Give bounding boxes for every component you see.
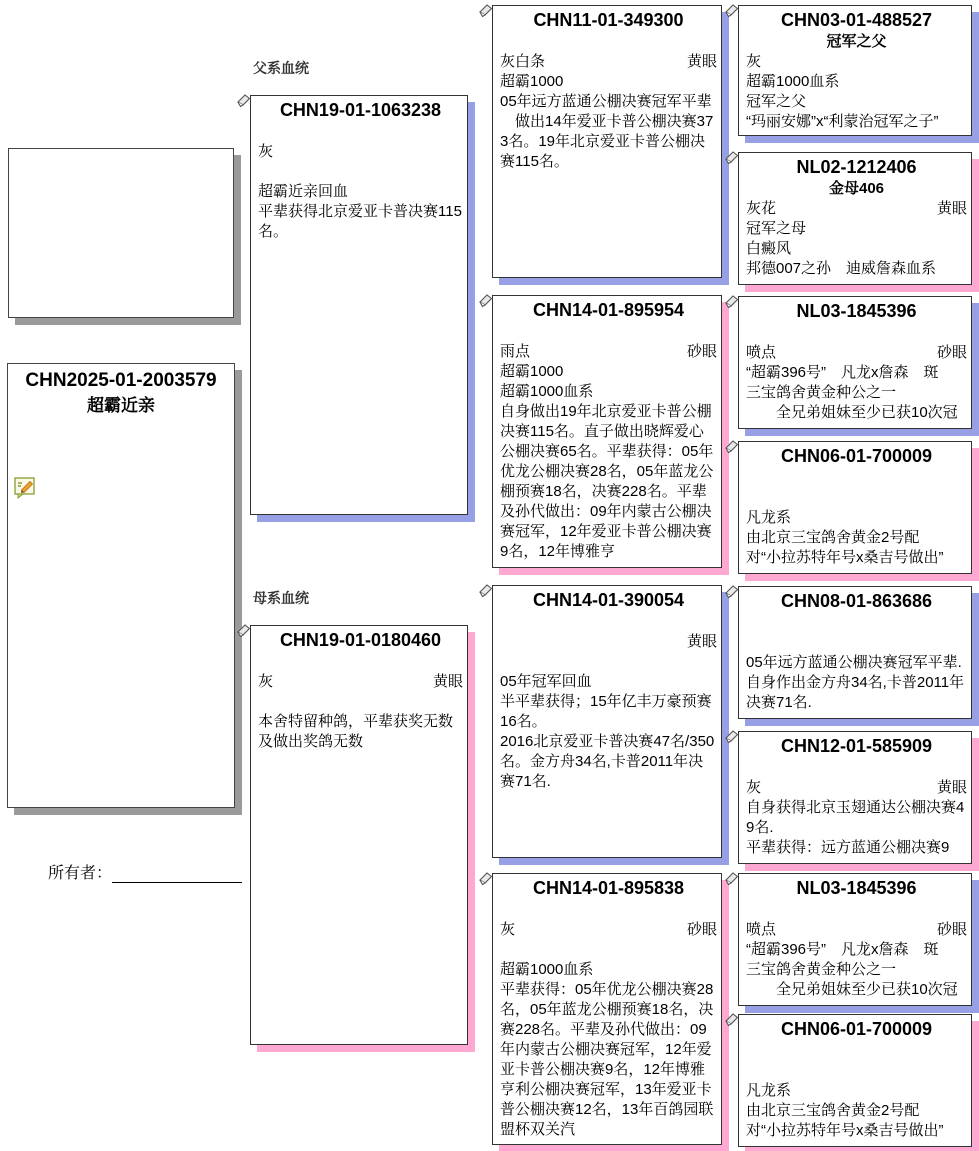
bird-name: 冠军之父 <box>826 33 887 50</box>
info-text: 半平辈获得；15年亿丰万豪预赛16名。 <box>500 693 712 730</box>
info-text: 由北京三宝鸽舍黄金2号配 <box>746 529 920 546</box>
ring-number: CHN19-01-1063238 <box>279 100 442 120</box>
info-text: 本舍特留种鸽，平辈获奖无数及做出奖鸽无数 <box>258 713 454 750</box>
pedigree-box[interactable] <box>492 585 722 858</box>
pen-icon[interactable] <box>723 2 740 19</box>
eye-color: 砂眼 <box>686 921 717 938</box>
trait-line <box>746 920 967 940</box>
pedigree-box[interactable] <box>738 441 972 574</box>
feather-color: 喷点 <box>746 921 777 938</box>
trait-line <box>258 672 463 692</box>
ring-number: NL03-1845396 <box>796 301 917 321</box>
eye-color: 黄眼 <box>432 673 463 690</box>
trait-line <box>746 343 967 363</box>
trait-line <box>500 52 717 72</box>
blank-line <box>746 1061 967 1081</box>
pen-icon[interactable] <box>477 582 494 599</box>
info-text: 超霸1000 <box>500 73 564 90</box>
pen-icon[interactable] <box>723 583 740 600</box>
pedigree-box[interactable] <box>738 296 972 429</box>
eye-color: 黄眼 <box>936 779 967 796</box>
blank-line <box>258 692 463 712</box>
ring-number: CHN11-01-349300 <box>533 10 684 30</box>
ring-number: NL02-1212406 <box>796 157 917 177</box>
pedigree-box[interactable] <box>492 5 722 278</box>
owner-blank-line <box>112 867 242 883</box>
main-pedigree-box[interactable] <box>7 363 235 808</box>
info-text: 超霸1000血系 <box>500 383 594 400</box>
info-text: 平辈获得：05年优龙公棚决赛28名，05年蓝龙公棚预赛18名，决赛228名。平辈及孙代做出：09年内蒙古公棚决赛冠军，12年爱亚卡普公棚决赛9名，12年博雅亨利公棚决赛冠军，13年爱亚卡普公棚决赛12名，13年百鸽园联盟杯双关汽 <box>500 981 714 1138</box>
pen-icon[interactable] <box>723 728 740 745</box>
trait-line <box>746 778 967 798</box>
pen-icon[interactable] <box>477 292 494 309</box>
info-text: 冠军之母 <box>746 220 807 237</box>
pedigree-box[interactable] <box>492 873 722 1145</box>
info-text: 超霸1000血系 <box>500 961 594 978</box>
blank-line <box>258 162 463 182</box>
ring-number: CHN14-01-895838 <box>532 878 685 898</box>
pen-icon[interactable] <box>723 438 740 455</box>
feather-color: 灰 <box>500 921 516 938</box>
pen-icon[interactable] <box>235 92 252 109</box>
note-edit-icon[interactable] <box>14 476 36 500</box>
ring-number: CHN2025-01-2003579 <box>25 370 217 391</box>
info-text: 全兄弟姐妹至少已获10次冠 <box>746 404 958 421</box>
info-text: 05年冠军回血 <box>500 673 592 690</box>
info-text: 2016北京爱亚卡普决赛47名/350名。金方舟34名,卡普2011年决赛71名. <box>500 733 715 790</box>
eye-color: 砂眼 <box>936 921 967 938</box>
dam-branch-label: 母系血统 <box>253 590 309 606</box>
pedigree-box[interactable] <box>738 152 972 285</box>
info-text: “超霸396号” 凡龙x詹森 斑 <box>746 941 939 958</box>
info-text: 三宝鸽舍黄金种公之一 <box>746 384 897 401</box>
blank-line <box>258 122 463 142</box>
info-text: 由北京三宝鸽舍黄金2号配 <box>746 1102 920 1119</box>
info-text: 05年远方蓝通公棚决赛冠军平辈.自身作出金方舟34名,卡普2011年决赛71名. <box>746 654 965 711</box>
bird-name: 超霸近亲 <box>87 396 155 415</box>
info-text: 超霸1000血系 <box>746 73 840 90</box>
eye-color: 砂眼 <box>686 343 717 360</box>
blank-line <box>746 468 967 488</box>
blank-line <box>500 940 717 960</box>
photo-placeholder[interactable] <box>8 148 234 318</box>
blank-line <box>746 323 967 343</box>
pen-icon[interactable] <box>723 293 740 310</box>
bird-name: 金母406 <box>828 180 885 197</box>
pen-icon[interactable] <box>723 870 740 887</box>
blank-line <box>500 322 717 342</box>
info-text: 冠军之父 <box>746 93 807 110</box>
blank-line <box>500 900 717 920</box>
feather-color: 灰 <box>746 779 762 796</box>
owner-row <box>48 860 242 883</box>
feather-color: 灰白条 <box>500 53 546 70</box>
owner-label: 所有者： <box>48 865 113 882</box>
trait-line <box>500 632 717 652</box>
feather-color: 雨点 <box>500 343 531 360</box>
feather-color: 灰 <box>258 673 274 690</box>
trait-line <box>746 199 967 219</box>
trait-line <box>500 342 717 362</box>
ring-number: CHN06-01-700009 <box>780 1019 933 1039</box>
ring-number: NL03-1845396 <box>796 878 917 898</box>
blank-line <box>746 1041 967 1061</box>
pen-icon[interactable] <box>477 2 494 19</box>
info-text: 白癜风 <box>746 240 792 257</box>
info-text: 做出14年爱亚卡普公棚决赛373名。19年北京爱亚卡普公棚决赛115名。 <box>500 113 714 170</box>
info-text: 邦德007之孙 迪威詹森血系 <box>746 260 937 277</box>
blank-line <box>746 900 967 920</box>
pedigree-box[interactable] <box>250 625 468 1045</box>
info-text: 三宝鸽舍黄金种公之一 <box>746 961 897 978</box>
pedigree-box[interactable] <box>738 1014 972 1147</box>
info-text: 全兄弟姐妹至少已获10次冠 <box>746 981 958 998</box>
blank-line <box>500 612 717 632</box>
pedigree-box[interactable] <box>492 295 722 568</box>
pedigree-box[interactable] <box>738 873 972 1006</box>
ring-number: CHN19-01-0180460 <box>279 630 442 650</box>
feather-color: 灰花 <box>746 200 777 217</box>
info-text: “超霸396号” 凡龙x詹森 斑 <box>746 364 939 381</box>
eye-color: 黄眼 <box>686 53 717 70</box>
trait-line <box>500 920 717 940</box>
blank-line <box>746 633 967 653</box>
ring-number: CHN14-01-390054 <box>532 590 685 610</box>
info-text: 凡龙系 <box>746 1082 792 1099</box>
pen-icon[interactable] <box>723 149 740 166</box>
info-text: 对“小拉苏特年号x桑吉号做出” <box>746 1122 944 1139</box>
pedigree-box[interactable] <box>738 731 972 864</box>
info-text: 05年远方蓝通公棚决赛冠军平辈 <box>500 93 712 110</box>
info-text: 自身获得北京玉翅通达公棚决赛49名. <box>746 799 965 836</box>
feather-color: 喷点 <box>746 344 777 361</box>
info-text: 自身做出19年北京爱亚卡普公棚决赛115名。直子做出晓辉爱心公棚决赛65名。平辈获得：05年优龙公棚决赛28名，05年蓝龙公棚预赛18名，决赛228名。平辈及孙代做出：09年内蒙古公棚决赛冠军，12年爱亚卡普公棚决赛9名，12年博雅亨 <box>500 403 714 560</box>
info-text: 平辈获得北京爱亚卡普决赛115名。 <box>258 203 462 240</box>
pedigree-box[interactable] <box>738 5 972 136</box>
info-text: 对“小拉苏特年号x桑吉号做出” <box>746 549 944 566</box>
ring-number: CHN08-01-863686 <box>780 591 933 611</box>
pen-icon[interactable] <box>235 622 252 639</box>
eye-color: 黄眼 <box>936 200 967 217</box>
eye-color: 黄眼 <box>686 633 717 650</box>
ring-number: CHN12-01-585909 <box>780 736 933 756</box>
blank-line <box>500 32 717 52</box>
ring-number: CHN14-01-895954 <box>532 300 685 320</box>
ring-number: CHN06-01-700009 <box>780 446 933 466</box>
pen-icon[interactable] <box>723 1011 740 1028</box>
blank-line <box>746 613 967 633</box>
info-text: 平辈获得：远方蓝通公棚决赛9 <box>746 839 950 856</box>
info-text: 超霸1000 <box>500 363 564 380</box>
blank-line <box>746 758 967 778</box>
blank-line <box>746 488 967 508</box>
eye-color: 砂眼 <box>936 344 967 361</box>
info-text: 灰 <box>746 53 762 70</box>
blank-line <box>258 652 463 672</box>
info-text: “玛丽安娜”x“利蒙治冠军之子” <box>746 113 939 130</box>
trait-line <box>258 142 463 162</box>
sire-branch-label: 父系血统 <box>253 60 309 76</box>
ring-number: CHN03-01-488527 <box>780 10 933 30</box>
pedigree-box[interactable] <box>738 586 972 719</box>
pen-icon[interactable] <box>477 870 494 887</box>
feather-color: 灰 <box>258 143 274 160</box>
info-text: 超霸近亲回血 <box>258 183 349 200</box>
blank-line <box>500 652 717 672</box>
info-text: 凡龙系 <box>746 509 792 526</box>
pedigree-box[interactable] <box>250 95 468 515</box>
